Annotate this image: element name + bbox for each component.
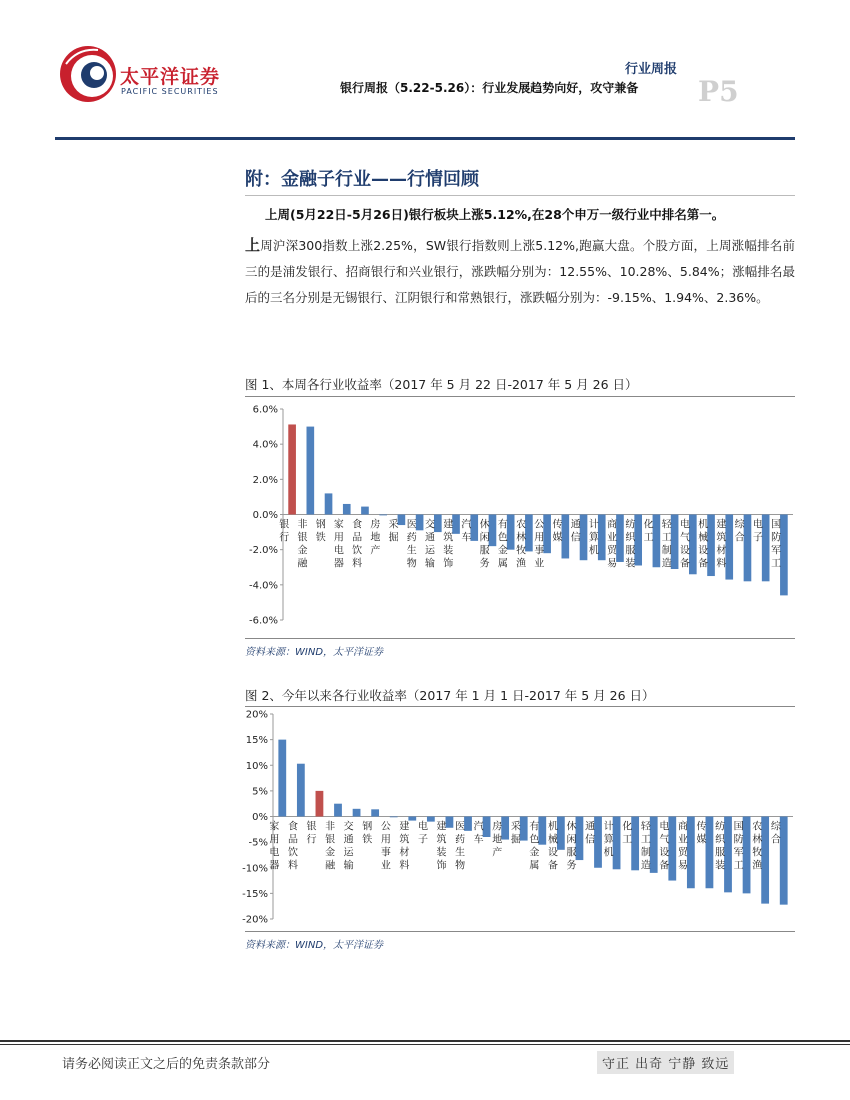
bar-建筑装饰: [452, 515, 460, 534]
bar-计算机: [598, 515, 606, 561]
bar-综合: [780, 817, 788, 905]
category-label: 公用事业: [380, 821, 391, 872]
category-label: 通信: [570, 519, 581, 544]
figure1-caption: 图 1、本周各行业收益率（2017 年 5 月 22 日-2017 年 5 月 26 日）: [245, 377, 638, 392]
category-label: 化工: [643, 519, 654, 544]
category-label: 传媒: [696, 821, 707, 846]
category-label: 医药生物: [406, 519, 417, 570]
figure2-bar-chart: [242, 707, 795, 929]
category-label: 交通运输: [424, 519, 435, 570]
body-paragraph: [245, 232, 795, 311]
bar-商业贸易: [616, 515, 624, 562]
bar-有色金属: [538, 817, 546, 845]
bar-建筑材料: [725, 515, 733, 580]
category-label: 化工: [622, 821, 633, 846]
y-tick-label: -5%: [248, 837, 268, 849]
bar-综合: [744, 515, 752, 582]
category-label: 医药生物: [455, 821, 466, 872]
category-label: 轻工制造: [640, 821, 651, 872]
bar-休闲服务: [489, 515, 497, 547]
category-label: 国防军工: [771, 519, 782, 570]
category-label: 商业贸易: [677, 821, 688, 872]
category-label: 非银金融: [297, 519, 308, 570]
bar-纺织服装: [724, 817, 732, 893]
category-label: 电气设备: [659, 821, 670, 872]
figure2-bottom-rule: [245, 931, 795, 932]
category-label: 农林牧渔: [516, 519, 527, 570]
y-tick-label: -10%: [242, 863, 268, 875]
category-label: 建筑材料: [399, 821, 410, 872]
bar-电子: [762, 515, 770, 582]
bar-国防军工: [780, 515, 788, 596]
y-tick-label: -20%: [242, 914, 268, 926]
bar-公用事业: [390, 817, 398, 818]
category-label: 公用事业: [534, 519, 545, 570]
bar-医药生物: [464, 817, 472, 831]
header-divider: [55, 137, 795, 140]
category-label: 食品饮料: [287, 821, 298, 872]
category-label: 电子: [417, 821, 428, 846]
bar-机械设备: [557, 817, 565, 850]
category-label: 钢铁: [362, 821, 373, 846]
bar-银行: [316, 791, 324, 817]
bar-传媒: [706, 817, 714, 889]
y-tick-label: 20%: [245, 709, 268, 721]
bar-通信: [594, 817, 602, 868]
bar-农林牧渔: [761, 817, 769, 904]
page-number: [698, 70, 739, 110]
category-label: 电气设备: [679, 519, 690, 570]
category-label: 房地产: [492, 821, 503, 859]
bar-汽车: [483, 817, 491, 838]
category-label: 计算机: [603, 821, 614, 859]
category-label: 机械设备: [547, 821, 558, 872]
category-label: 建筑材料: [716, 519, 727, 570]
bar-非银金融: [306, 427, 314, 515]
bar-医药生物: [416, 515, 424, 531]
category-label: 汽车: [473, 821, 484, 846]
bar-纺织服装: [634, 515, 642, 566]
category-label: 非银金融: [325, 821, 336, 872]
category-label: 食品饮料: [352, 519, 363, 570]
page-letter: P: [698, 75, 720, 108]
bar-食品饮料: [297, 764, 305, 817]
category-label: 休闲服务: [479, 519, 490, 570]
category-label: 国防军工: [733, 821, 744, 872]
bar-化工: [653, 515, 661, 568]
footer-divider-thin: [0, 1044, 850, 1045]
y-tick-label: 15%: [245, 735, 268, 747]
bar-家用电器: [343, 504, 351, 515]
bar-轻工制造: [671, 515, 679, 570]
bar-机械设备: [707, 515, 715, 577]
bar-建筑材料: [408, 817, 416, 821]
bar-传媒: [561, 515, 569, 559]
bar-家用电器: [278, 740, 286, 817]
bar-电子: [427, 817, 435, 822]
category-label: 电子: [752, 519, 763, 544]
category-label: 综合: [770, 821, 781, 846]
bar-房地产: [501, 817, 509, 840]
category-label: 建筑装饰: [443, 519, 454, 570]
page-digit: 5: [719, 75, 739, 108]
bar-建筑装饰: [446, 817, 454, 828]
y-tick-label: -6.0%: [248, 615, 278, 627]
category-label: 汽车: [461, 519, 472, 544]
category-label: 轻工制造: [661, 519, 672, 570]
category-label: 房地产: [370, 519, 381, 557]
brand-name-cn: 太平洋证券: [120, 66, 221, 88]
category-label: 休闲服务: [566, 821, 577, 872]
bar-化工: [631, 817, 639, 871]
figure1-bottom-rule: [245, 638, 795, 639]
bar-房地产: [379, 515, 387, 516]
bar-银行: [288, 424, 296, 514]
y-tick-label: 2.0%: [252, 474, 278, 486]
category-label: 有色金属: [497, 519, 508, 570]
category-label: 计算机: [588, 519, 599, 557]
section-divider: [245, 195, 795, 196]
y-tick-label: 0.0%: [252, 510, 278, 521]
bar-公用事业: [543, 515, 551, 554]
bar-非银金融: [334, 804, 342, 817]
paragraph-initial: 上: [245, 236, 261, 254]
y-tick-label: -15%: [242, 888, 268, 900]
category-label: 采掘: [510, 821, 521, 846]
footer-motto: 守正 出奇 宁静 致远: [597, 1051, 734, 1074]
category-label: 银行: [306, 821, 317, 846]
category-label: 交通运输: [343, 821, 354, 872]
category-label: 家用电器: [333, 519, 344, 570]
bar-国防军工: [743, 817, 751, 894]
category-label: 建筑装饰: [436, 821, 447, 872]
category-label: 有色金属: [529, 821, 540, 872]
y-tick-label: 4.0%: [252, 439, 278, 451]
category-label: 钢铁: [315, 519, 326, 544]
bar-钢铁: [371, 809, 379, 816]
y-tick-label: 6.0%: [252, 404, 278, 416]
footer-disclaimer: 请务必阅读正文之后的免责条款部分: [62, 1057, 271, 1072]
category-label: 纺织服装: [715, 821, 726, 872]
y-tick-label: -2.0%: [248, 545, 278, 557]
bar-食品饮料: [361, 507, 369, 515]
category-label: 家用电器: [269, 821, 280, 872]
bar-休闲服务: [576, 817, 584, 861]
footer-divider: [0, 1040, 850, 1042]
category-label: 银行: [279, 519, 290, 544]
figure1-bar-chart: [245, 398, 795, 630]
category-label: 综合: [734, 519, 745, 544]
bar-采掘: [520, 817, 528, 841]
bar-电气设备: [689, 515, 697, 575]
bar-采掘: [398, 515, 406, 526]
bar-汽车: [470, 515, 478, 541]
brand-name-en: PACIFIC SECURITIES: [121, 87, 219, 96]
category-label: 机械设备: [698, 519, 709, 570]
bar-商业贸易: [687, 817, 695, 889]
y-tick-label: -4.0%: [248, 580, 278, 592]
bar-电气设备: [668, 817, 676, 881]
bar-轻工制造: [650, 817, 658, 873]
bar-钢铁: [325, 493, 333, 514]
category-label: 商业贸易: [607, 519, 618, 570]
figure2-source: 资料来源：WIND，太平洋证券: [245, 940, 384, 951]
bar-计算机: [613, 817, 621, 870]
bar-有色金属: [507, 515, 515, 550]
bar-交通运输: [353, 809, 361, 817]
report-type: 行业周报: [625, 62, 678, 77]
section-title: 附：金融子行业——行情回顾: [245, 169, 479, 190]
category-label: 传媒: [552, 519, 563, 544]
paragraph-text: 周沪深300指数上涨2.25%，SW银行指数则上涨5.12%,跑赢大盘。个股方面，上周涨幅排名前三的是浦发银行、招商银行和兴业银行，涨跌幅分别为：12.55%、10.28%、5.84%；涨幅排名最后的三名分别是无锡银行、江阴银行和常熟银行，涨跌幅分别为：-9.15%、1.94%、2.36%。: [245, 238, 795, 305]
y-tick-label: 10%: [245, 760, 268, 772]
figure2-caption: 图 2、今年以来各行业收益率（2017 年 1 月 1 日-2017 年 5 月 26 日）: [245, 688, 655, 703]
y-tick-label: 5%: [252, 786, 268, 798]
bar-农林牧渔: [525, 515, 533, 552]
y-tick-label: 0%: [252, 812, 268, 823]
category-label: 采掘: [388, 519, 399, 544]
bar-通信: [580, 515, 588, 561]
category-label: 农林牧渔: [752, 821, 763, 872]
pacific-securities-logo-icon: [58, 44, 118, 104]
bar-交通运输: [434, 515, 442, 533]
report-title: 银行周报（5.22-5.26）：行业发展趋势向好，攻守兼备: [340, 81, 639, 95]
category-label: 纺织服装: [625, 519, 636, 570]
figure1-top-rule: [245, 396, 795, 397]
category-label: 通信: [585, 821, 596, 846]
figure1-source: 资料来源：WIND，太平洋证券: [245, 647, 384, 658]
lead-sentence: 上周(5月22日-5月26日)银行板块上涨5.12%,在28个申万一级行业中排名第一。: [265, 207, 725, 222]
